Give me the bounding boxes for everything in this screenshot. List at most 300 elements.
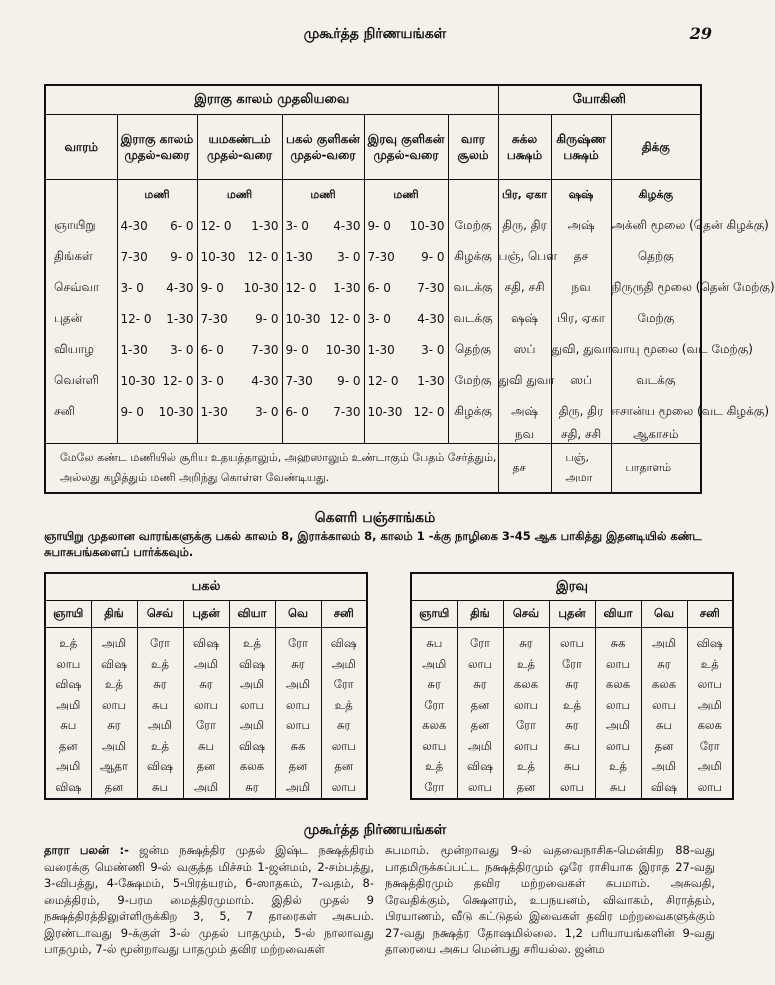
- gowri-cell: ஆதா: [91, 757, 137, 778]
- table-note: மேலே கண்ட மணியில் சூரிய உதயத்தாலும், அஹஸாலும் உண்டாகும் பேதம் சேர்த்தும், அல்லது கழித்தும் மணி அறிந்து கொள்ள வேண்டியது.: [45, 444, 498, 494]
- time-from: 3- 0: [120, 280, 144, 295]
- time-from: 1-30: [200, 404, 228, 419]
- gowri-cell: அமி: [457, 737, 503, 758]
- time-from: 1-30: [285, 249, 313, 264]
- gowri-cell: விஷ: [229, 737, 275, 758]
- time-from: 3- 0: [200, 373, 224, 388]
- gowri-cell: அமி: [56, 697, 81, 712]
- gowri-cell: கலக: [422, 718, 447, 733]
- gowri-cell: அமி: [91, 737, 137, 758]
- gowri-cell: விஷ: [183, 628, 229, 655]
- table-row: [45, 737, 367, 758]
- time-range-cell: [197, 396, 282, 427]
- table-row: [45, 716, 367, 737]
- gowri-cell: லாப: [549, 628, 595, 655]
- time-to: 12- 0: [247, 249, 279, 264]
- vara-soolam-cell: கிழக்கு: [448, 396, 498, 427]
- gowri-cell: தன: [275, 757, 321, 778]
- weekday-cell: ஞாயிறு: [54, 217, 96, 232]
- night-table-caption: இரவு: [411, 573, 733, 601]
- gowri-cell: உத்: [503, 757, 549, 778]
- time-from: 6- 0: [200, 342, 224, 357]
- col-header: சுக்ல பக்ஷம்: [498, 115, 551, 180]
- time-from: 3- 0: [367, 311, 391, 326]
- weekday-cell: செவ்வா: [54, 279, 100, 294]
- gowri-cell: சுர: [457, 675, 503, 696]
- time-range-cell: [364, 334, 448, 365]
- gowri-cell: அமி: [595, 716, 641, 737]
- time-from: 7-30: [367, 249, 395, 264]
- yogini-cell: அஷ்: [498, 396, 551, 427]
- gowri-cell: சுர: [91, 716, 137, 737]
- gowri-cell: உத்: [91, 675, 137, 696]
- time-to: 7-30: [251, 342, 279, 357]
- gowri-cell: சுர: [427, 677, 441, 692]
- muhurtha-left-column: [44, 842, 374, 958]
- yogini-cell: ஸப்: [498, 334, 551, 365]
- weekday-header: சனி: [321, 601, 367, 628]
- gowri-cell: விஷ: [55, 779, 82, 794]
- time-from: 9- 0: [120, 404, 144, 419]
- vara-soolam-cell: வடக்கு: [448, 303, 498, 334]
- tara-palan-lead: தாரா பலன் :-: [44, 843, 129, 857]
- col-header: யமகண்டம் முதல்-வரை: [197, 115, 282, 180]
- gowri-cell: சுர: [641, 655, 687, 676]
- time-from: 7-30: [200, 311, 228, 326]
- gowri-cell: லாப: [321, 737, 367, 758]
- gowri-cell: சுர: [183, 675, 229, 696]
- time-to: 7-30: [417, 280, 445, 295]
- spacer-cell: [117, 427, 197, 444]
- yogini-cell: மேற்கு: [611, 303, 701, 334]
- time-to: 3- 0: [421, 342, 445, 357]
- table-row: [45, 334, 701, 365]
- spacer-cell: [364, 427, 448, 444]
- table-row: [45, 272, 701, 303]
- time-range-cell: [282, 365, 364, 396]
- table-row: [45, 210, 701, 241]
- gowri-cell: விஷ: [137, 757, 183, 778]
- time-range-cell: [117, 303, 197, 334]
- weekday-header: திங்: [91, 601, 137, 628]
- time-range-cell: [197, 241, 282, 272]
- gowri-cell: தன: [58, 738, 78, 753]
- gowri-cell: அமி: [56, 759, 81, 774]
- table-row: [45, 696, 367, 717]
- time-to: 10-30: [325, 342, 361, 357]
- gowri-subtitle: ஞாயிறு முதலான வாரங்களுக்கு பகல் காலம் 8, இராக்காலம் 8, காலம் 1 -க்கு நாழிகை 3-45 ஆக பாகித்து இதனடியில் கண்ட சுபாசுபங்களைப் பார்க்கவும்.: [44, 529, 702, 559]
- time-from: 12- 0: [367, 373, 399, 388]
- time-range-cell: [197, 272, 282, 303]
- gowri-cell: உத்: [321, 696, 367, 717]
- gowri-cell: அமி: [183, 655, 229, 676]
- gowri-cell: லாப: [595, 655, 641, 676]
- time-to: 6- 0: [170, 218, 194, 233]
- gowri-cell: உத்: [549, 696, 595, 717]
- gowri-night-table: [410, 572, 734, 800]
- rahu-kalam-table: [44, 84, 775, 494]
- col-header: இராகு காலம் முதல்-வரை: [117, 115, 197, 180]
- time-range-cell: [282, 210, 364, 241]
- table-row: [45, 628, 367, 655]
- mani-label: மணி: [197, 180, 282, 211]
- yogini-cell: சதி, சசி: [498, 272, 551, 303]
- time-from: 9- 0: [285, 342, 309, 357]
- gowri-cell: அமி: [183, 778, 229, 800]
- time-range-cell: [364, 365, 448, 396]
- time-from: 7-30: [285, 373, 313, 388]
- time-to: 1-30: [333, 280, 361, 295]
- table-row: [45, 241, 701, 272]
- time-range-cell: [282, 334, 364, 365]
- table-row: [45, 303, 701, 334]
- gowri-cell: உத்: [503, 655, 549, 676]
- spacer-cell: [282, 427, 364, 444]
- col-header: வாரம்: [45, 115, 117, 180]
- weekday-cell: புதன்: [54, 310, 83, 325]
- gowri-cell: லாப: [503, 696, 549, 717]
- gowri-cell: அமி: [321, 655, 367, 676]
- time-range-cell: [364, 396, 448, 427]
- gowri-cell: சுக: [595, 628, 641, 655]
- table-row: [45, 675, 367, 696]
- time-range-cell: [282, 272, 364, 303]
- gowri-cell: லாப: [183, 696, 229, 717]
- time-from: 3- 0: [285, 218, 309, 233]
- weekday-header: புதன்: [549, 601, 595, 628]
- yogini-cell: வாயு மூலை (வட மேற்கு): [611, 334, 701, 365]
- page-header-title: முகூர்த்த நிர்ணயங்கள்: [303, 26, 447, 42]
- weekday-header: புதன்: [183, 601, 229, 628]
- gowri-cell: ரோ: [424, 779, 445, 794]
- weekday-cell: வியாழ: [54, 341, 94, 356]
- gowri-cell: விஷ: [687, 628, 733, 655]
- time-to: 9- 0: [255, 311, 279, 326]
- gowri-cell: கலக: [687, 716, 733, 737]
- gowri-cell: சுக: [275, 737, 321, 758]
- time-to: 9- 0: [421, 249, 445, 264]
- time-range-cell: [282, 303, 364, 334]
- gowri-cell: சுப: [549, 757, 595, 778]
- time-from: 12- 0: [120, 311, 152, 326]
- yogini-cell: சதி, சசி: [551, 427, 611, 444]
- spacer-cell: [448, 427, 498, 444]
- col-header: கிருஷ்ண பக்ஷம்: [551, 115, 611, 180]
- table-row: [411, 716, 733, 737]
- time-range-cell: [117, 396, 197, 427]
- gowri-cell: அமி: [229, 675, 275, 696]
- gowri-cell: அமி: [687, 696, 733, 717]
- time-range-cell: [117, 210, 197, 241]
- gowri-cell: ரோ: [183, 716, 229, 737]
- gowri-cell: லாப: [457, 778, 503, 800]
- gowri-cell: ரோ: [424, 697, 445, 712]
- gowri-cell: உத்: [59, 636, 78, 651]
- gowri-cell: தன: [183, 757, 229, 778]
- gowri-cell: ரோ: [503, 716, 549, 737]
- spacer-cell: [197, 427, 282, 444]
- gowri-cell: கலக: [229, 757, 275, 778]
- table-row: [45, 396, 701, 427]
- gowri-cell: அமி: [137, 716, 183, 737]
- day-table-caption: பகல்: [45, 573, 367, 601]
- gowri-cell: லாப: [549, 778, 595, 800]
- time-range-cell: [197, 365, 282, 396]
- gowri-cell: விஷ: [55, 677, 82, 692]
- time-range-cell: [282, 396, 364, 427]
- yogini-cell: நவ: [498, 427, 551, 444]
- yogini-cell: ஸப்: [551, 365, 611, 396]
- yogini-cell: நவ: [551, 272, 611, 303]
- time-range-cell: [197, 303, 282, 334]
- time-to: 4-30: [166, 280, 194, 295]
- mani-label: மணி: [364, 180, 448, 211]
- time-from: 1-30: [120, 342, 148, 357]
- time-to: 12- 0: [413, 404, 445, 419]
- gowri-cell: அமி: [641, 628, 687, 655]
- gowri-cell: லாப: [321, 778, 367, 800]
- yogini-cell: ஷஷ்: [551, 180, 611, 211]
- col-header: திக்கு: [611, 115, 701, 180]
- gowri-cell: லாப: [275, 696, 321, 717]
- gowri-cell: தன: [503, 778, 549, 800]
- time-from: 12- 0: [200, 218, 232, 233]
- time-to: 10-30: [243, 280, 279, 295]
- col-header: பகல் குளிகன் முதல்-வரை: [282, 115, 364, 180]
- time-from: 12- 0: [285, 280, 317, 295]
- gowri-cell: சுப: [595, 778, 641, 800]
- time-to: 3- 0: [170, 342, 194, 357]
- yogini-cell: அக்னி மூலை (தென் கிழக்கு): [611, 210, 701, 241]
- time-from: 1-30: [367, 342, 395, 357]
- time-to: 9- 0: [337, 373, 361, 388]
- gowri-cell: ரோ: [457, 628, 503, 655]
- yogini-cell: நிருருதி மூலை (தென் மேற்கு): [611, 272, 701, 303]
- gowri-cell: கலக: [595, 675, 641, 696]
- weekday-cell: திங்கள்: [54, 248, 93, 263]
- gowri-cell: அமி: [91, 628, 137, 655]
- gowri-cell: லாப: [229, 696, 275, 717]
- time-from: 10-30: [367, 404, 403, 419]
- gowri-day-table: [44, 572, 368, 800]
- gowri-cell: சுப: [60, 718, 77, 733]
- gowri-cell: ரோ: [275, 628, 321, 655]
- gowri-cell: விஷ: [91, 655, 137, 676]
- gowri-cell: சுப: [426, 636, 443, 651]
- time-to: 3- 0: [337, 249, 361, 264]
- time-to: 1-30: [166, 311, 194, 326]
- muhurtha-right-column: சுபமாம். மூன்றாவது 9-ல் வதவைநாசிக-மென்கிற 88-வது பாதமிருக்கப்பட்ட நக்ஷத்திரமும் ஒரே ராசியாக இராத 27-வது நக்ஷத்திரமும் தவிர மற்றவைகள் சுபமாம். அசுவதி, ரேவதிக்கும், க்ஷௌரம், உபநயனம், விவாகம், சிராத்தம், பிரயாணம், வீடு கட்டுதல் இவைகள் தவிர மற்றவைகளுக்கும் 27-வது நக்ஷத்ர தோஷமில்லை. 1,2 பரியாயங்களின் 9-வது தாரையை அசுப மென்பது சரியல்ல. ஜன்ம: [385, 843, 715, 956]
- time-range-cell: [197, 334, 282, 365]
- weekday-header: செவ்: [503, 601, 549, 628]
- gowri-cell: அமி: [229, 716, 275, 737]
- gowri-cell: லாப: [56, 656, 81, 671]
- yogini-cell: பிர, ஏகா: [551, 303, 611, 334]
- time-range-cell: [364, 303, 448, 334]
- time-to: 10-30: [158, 404, 194, 419]
- gowri-cell: லாப: [275, 716, 321, 737]
- vara-soolam-cell: தெற்கு: [448, 334, 498, 365]
- section-rahu-heading: இராகு காலம் முதலியவை: [45, 85, 498, 115]
- yogini-cell: தெற்கு: [611, 241, 701, 272]
- weekday-header: வியா: [229, 601, 275, 628]
- gowri-cell: லாப: [595, 737, 641, 758]
- time-range-cell: [117, 241, 197, 272]
- time-range-cell: [364, 210, 448, 241]
- gowri-cell: ரோ: [321, 675, 367, 696]
- time-range-cell: [197, 210, 282, 241]
- time-to: 10-30: [409, 218, 445, 233]
- yogini-cell: பஞ், பௌ: [498, 241, 551, 272]
- gowri-cell: ரோ: [687, 737, 733, 758]
- mani-spacer: [448, 180, 498, 211]
- muhurtha-title: முகூர்த்த நிர்ணயங்கள்: [303, 822, 447, 838]
- time-from: 4-30: [120, 218, 148, 233]
- gowri-cell: தன: [457, 716, 503, 737]
- yogini-cell: பிர, ஏகா: [498, 180, 551, 211]
- gowri-cell: உத்: [595, 757, 641, 778]
- gowri-cell: லாப: [595, 696, 641, 717]
- time-from: 6- 0: [285, 404, 309, 419]
- gowri-cell: சுப: [183, 737, 229, 758]
- vara-soolam-cell: மேற்கு: [448, 210, 498, 241]
- weekday-header: வெ: [641, 601, 687, 628]
- table-row: [45, 778, 367, 800]
- table-row: [45, 365, 701, 396]
- time-from: 6- 0: [367, 280, 391, 295]
- time-range-cell: [117, 334, 197, 365]
- gowri-cell: உத்: [425, 759, 444, 774]
- gowri-cell: ரோ: [549, 655, 595, 676]
- gowri-cell: உத்: [137, 737, 183, 758]
- gowri-cell: தன: [641, 737, 687, 758]
- table-row: [411, 696, 733, 717]
- gowri-cell: சுப: [137, 778, 183, 800]
- gowri-cell: விஷ: [229, 655, 275, 676]
- gowri-cell: சுர: [503, 628, 549, 655]
- gowri-cell: லாப: [641, 696, 687, 717]
- time-from: 9- 0: [200, 280, 224, 295]
- yogini-cell: ஈசான்ய மூலை (வட கிழக்கு): [611, 396, 701, 427]
- gowri-cell: சுர: [321, 716, 367, 737]
- gowri-cell: உத்: [687, 655, 733, 676]
- gowri-cell: ரோ: [137, 628, 183, 655]
- time-to: 4-30: [417, 311, 445, 326]
- yogini-cell: திரு, திர: [551, 396, 611, 427]
- time-range-cell: [117, 365, 197, 396]
- table-row: [45, 655, 367, 676]
- gowri-cell: அமி: [687, 757, 733, 778]
- mani-label: மணி: [282, 180, 364, 211]
- gowri-cell: விஷ: [457, 757, 503, 778]
- yogini-cell: துவி துவா: [498, 365, 551, 396]
- yogini-cell: தச: [498, 444, 551, 494]
- yogini-cell: பாதாளம்: [611, 444, 701, 494]
- col-header: வார சூலம்: [448, 115, 498, 180]
- time-to: 4-30: [333, 218, 361, 233]
- col-header: இரவு குளிகன் முதல்-வரை: [364, 115, 448, 180]
- gowri-cell: சுர: [229, 778, 275, 800]
- time-from: 10-30: [120, 373, 156, 388]
- yogini-cell: திரு, திர: [498, 210, 551, 241]
- vara-soolam-cell: கிழக்கு: [448, 241, 498, 272]
- time-from: 10-30: [285, 311, 321, 326]
- vara-soolam-cell: மேற்கு: [448, 365, 498, 396]
- time-from: 9- 0: [367, 218, 391, 233]
- section-yogini-heading: யோகினி: [498, 85, 701, 115]
- weekday-cell: வெள்ளி: [54, 372, 99, 387]
- table-row: [45, 757, 367, 778]
- gowri-cell: உத்: [229, 628, 275, 655]
- gowri-cell: விஷ: [641, 778, 687, 800]
- gowri-cell: அமி: [422, 656, 447, 671]
- table-row: [411, 655, 733, 676]
- gowri-cell: சுர: [137, 675, 183, 696]
- weekday-header: ஞாயி: [411, 601, 457, 628]
- gowri-cell: அமி: [641, 757, 687, 778]
- yogini-cell: ஷஷ்: [498, 303, 551, 334]
- gowri-cell: கலக: [503, 675, 549, 696]
- weekday-header: வியா: [595, 601, 641, 628]
- gowri-cell: உத்: [137, 655, 183, 676]
- table-row: [411, 675, 733, 696]
- time-range-cell: [282, 241, 364, 272]
- time-from: 10-30: [200, 249, 236, 264]
- gowri-cell: லாப: [422, 738, 447, 753]
- mani-spacer: [45, 180, 117, 211]
- weekday-header: ஞாயி: [45, 601, 91, 628]
- gowri-title: கௌரி பஞ்சாங்கம்: [314, 510, 436, 526]
- time-to: 7-30: [333, 404, 361, 419]
- gowri-cell: லாப: [687, 778, 733, 800]
- vara-soolam-cell: வடக்கு: [448, 272, 498, 303]
- gowri-cell: தன: [321, 757, 367, 778]
- table-row: [411, 737, 733, 758]
- weekday-cell: சனி: [54, 403, 75, 418]
- gowri-cell: லாப: [457, 655, 503, 676]
- gowri-cell: சுப: [549, 737, 595, 758]
- yogini-cell: தச: [551, 241, 611, 272]
- yogini-cell: கிழக்கு: [611, 180, 701, 211]
- table-row: [411, 757, 733, 778]
- gowri-cell: லாப: [91, 696, 137, 717]
- gowri-cell: சுர: [549, 716, 595, 737]
- time-to: 12- 0: [329, 311, 361, 326]
- gowri-cell: விஷ: [321, 628, 367, 655]
- gowri-cell: சுப: [137, 696, 183, 717]
- mani-label: மணி: [117, 180, 197, 211]
- time-range-cell: [117, 272, 197, 303]
- gowri-cell: தன: [91, 778, 137, 800]
- time-to: 3- 0: [255, 404, 279, 419]
- time-to: 4-30: [251, 373, 279, 388]
- time-range-cell: [364, 241, 448, 272]
- time-to: 1-30: [251, 218, 279, 233]
- spacer-cell: [45, 427, 117, 444]
- gowri-cell: லாப: [503, 737, 549, 758]
- weekday-header: செவ்: [137, 601, 183, 628]
- gowri-cell: தன: [457, 696, 503, 717]
- time-from: 7-30: [120, 249, 148, 264]
- table-row: [411, 778, 733, 800]
- yogini-cell: வடக்கு: [611, 365, 701, 396]
- page-number: 29: [689, 24, 712, 43]
- time-to: 1-30: [417, 373, 445, 388]
- weekday-header: வெ: [275, 601, 321, 628]
- yogini-cell: அஷ்: [551, 210, 611, 241]
- gowri-cell: அமி: [275, 675, 321, 696]
- yogini-cell: துவி, துவா: [551, 334, 611, 365]
